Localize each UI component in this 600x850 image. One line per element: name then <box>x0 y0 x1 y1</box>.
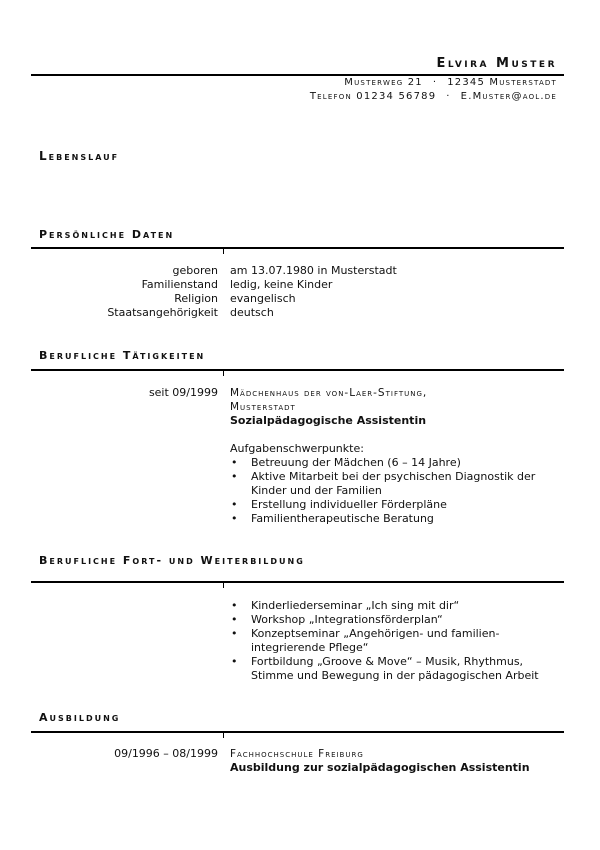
list-item: • Erstellung individueller Förderpläne <box>230 498 535 512</box>
section-heading-work: Berufliche Tätigkeiten <box>39 349 206 362</box>
work-employer-line2: Musterstadt <box>230 401 296 413</box>
phone: Telefon 01234 56789 <box>309 91 437 102</box>
education-degree: Ausbildung zur sozialpädagogischen Assistentin <box>230 761 530 774</box>
training-list <box>230 599 539 683</box>
section-rule <box>31 247 564 249</box>
address-line <box>344 77 557 88</box>
column-tick <box>223 583 224 588</box>
section-heading-education: Ausbildung <box>39 711 121 724</box>
list-item: • Fortbildung „Groove & Move“ – Musik, Rhythmus, <box>230 655 539 669</box>
work-employer-line1: Mädchenhaus der von-Laer-Stiftung, <box>230 387 428 399</box>
list-item-continuation: Kinder und der Familien <box>251 484 382 497</box>
applicant-name: Elvira Muster <box>436 56 557 71</box>
list-item: • Aktive Mitarbeit bei der psychischen Diagnostik der <box>230 470 535 484</box>
city: 12345 Musterstadt <box>447 77 557 88</box>
email[interactable]: E.Muster@aol.de <box>460 91 557 102</box>
value-nationality: deutsch <box>230 306 274 319</box>
value-born: am 13.07.1980 in Musterstadt <box>230 264 397 277</box>
label-born: geboren <box>172 264 218 277</box>
section-heading-personal: Persönliche Daten <box>39 228 175 241</box>
column-tick <box>223 249 224 254</box>
list-item: • Familientherapeutische Beratung <box>230 512 535 526</box>
column-tick <box>223 733 224 738</box>
label-marital-status: Familienstand <box>141 278 218 291</box>
list-item: • Konzeptseminar „Angehörigen- und familien- <box>230 627 539 641</box>
document-title: Lebenslauf <box>39 149 120 163</box>
list-item-continuation: Stimme und Bewegung in der pädagogischen Arbeit <box>251 669 539 682</box>
list-item: • Betreuung der Mädchen (6 – 14 Jahre) <box>230 456 535 470</box>
label-nationality: Staatsangehörigkeit <box>107 306 218 319</box>
work-date: seit 09/1999 <box>148 386 218 399</box>
column-tick <box>223 371 224 376</box>
list-item: • Kinderliederseminar „Ich sing mit dir“ <box>230 599 539 613</box>
education-date: 09/1996 – 08/1999 <box>114 747 218 760</box>
header-rule <box>31 74 564 76</box>
label-religion: Religion <box>174 292 218 305</box>
section-rule <box>31 731 564 733</box>
list-item-continuation: integrierende Pflege“ <box>251 641 369 654</box>
value-marital-status: ledig, keine Kinder <box>230 278 333 291</box>
contact-line <box>310 91 557 102</box>
work-focus-list <box>230 456 535 526</box>
section-heading-training: Berufliche Fort- und Weiterbildung <box>39 554 305 567</box>
education-school: Fachhochschule Freiburg <box>230 748 364 760</box>
separator-dot: · <box>446 91 451 102</box>
work-position: Sozialpädagogische Assistentin <box>230 414 427 427</box>
work-focus-label: Aufgabenschwerpunkte: <box>230 442 364 455</box>
section-rule <box>31 581 564 583</box>
street: Musterweg 21 <box>344 77 423 88</box>
list-item: • Workshop „Integrationsförderplan“ <box>230 613 539 627</box>
separator-dot: · <box>432 77 438 88</box>
value-religion: evangelisch <box>230 292 296 305</box>
section-rule <box>31 369 564 371</box>
